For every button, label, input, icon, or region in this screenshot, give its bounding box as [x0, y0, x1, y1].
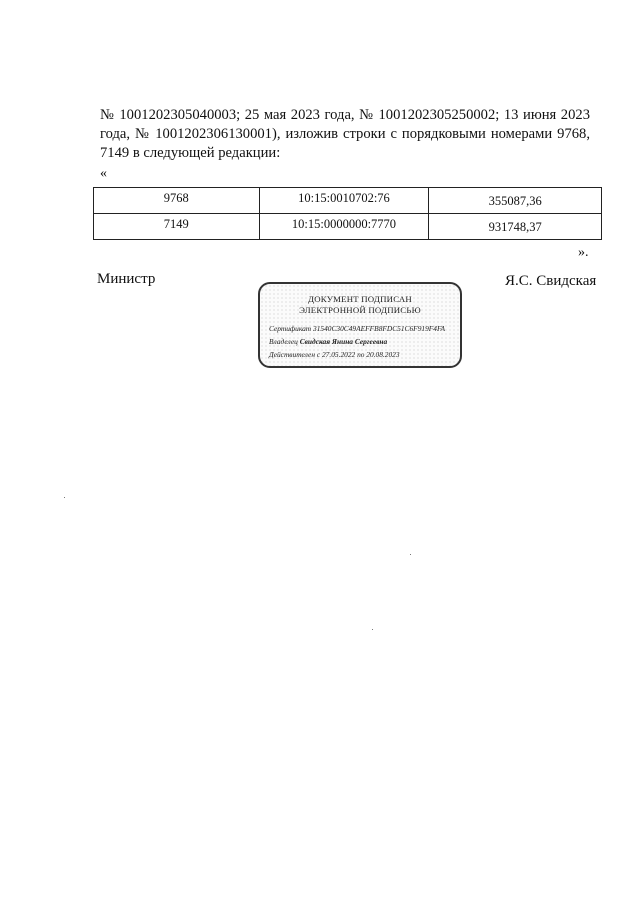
paragraph-line: 7149 в следующей редакции:: [100, 145, 281, 161]
stamp-validity: Действителен с 27.05.2022 по 20.08.2023: [269, 350, 400, 359]
value-cell: 355087,36: [429, 188, 602, 214]
stamp-subtitle: ЭЛЕКТРОННОЙ ПОДПИСЬЮ: [299, 305, 421, 315]
cadastral-number-cell: 10:15:0010702:76: [259, 188, 429, 214]
table-row: [94, 188, 602, 214]
signer-name: Я.С. Свидская: [505, 273, 597, 289]
cadastral-table: [93, 187, 602, 240]
opening-quote: «: [100, 166, 107, 181]
value-cell: 931748,37: [429, 214, 602, 240]
cadastral-number-cell: 10:15:0000000:7770: [259, 214, 429, 240]
signer-position: Министр: [97, 271, 156, 287]
row-number-cell: 7149: [94, 214, 260, 240]
body-paragraph: [100, 106, 590, 163]
scan-speck: [372, 629, 373, 630]
stamp-title: ДОКУМЕНТ ПОДПИСАН: [308, 294, 412, 304]
stamp-certificate: Сертификат 31540C30C49AEFFB8FDC51C6F919F4FA: [269, 324, 446, 333]
row-number-cell: 9768: [94, 188, 260, 214]
stamp-owner: Владелец Свидская Янина Сергеевна: [269, 337, 388, 346]
paragraph-line: № 1001202305040003; 25 мая 2023 года, № 1001202305250002; 13 июня 2023: [100, 107, 590, 123]
scan-speck: [64, 497, 65, 498]
table-row: [94, 214, 602, 240]
closing-quote: ».: [578, 245, 589, 260]
paragraph-line: года, № 1001202306130001), изложив строки с порядковыми номерами 9768,: [100, 126, 590, 142]
scan-speck: [410, 554, 411, 555]
electronic-signature-stamp: [258, 282, 462, 368]
